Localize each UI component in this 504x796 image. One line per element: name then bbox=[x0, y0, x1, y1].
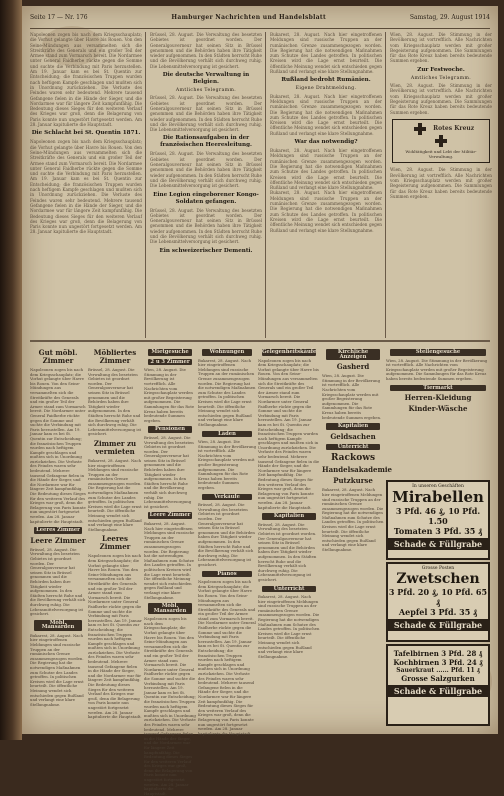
ad-heading: Gasherd bbox=[336, 362, 370, 372]
ad-category: Kirchliche Anzeigen bbox=[326, 349, 380, 360]
ad-category: Pensionen bbox=[148, 426, 192, 433]
ad-category: Möbl. Mansarden bbox=[34, 620, 82, 631]
article-headline: Zur Festwoche. bbox=[417, 66, 465, 73]
ad-price: Tomaten 3 Pfd. 35 ₰ bbox=[393, 526, 483, 536]
article-body: Wien, 28. August. Die Stimmung in der Bevölkerung ist vortrefflich. Alle Nachrichten vom Kriegsschauplatz werden mit großer Begeisterung aufgenommen. Die Sammlungen für das Rote Kreuz haben bereits bedeutende Summen ergeben. bbox=[390, 167, 492, 199]
article-column-1 bbox=[30, 32, 142, 338]
section-rule bbox=[30, 340, 490, 342]
ad-category: Unterricht bbox=[262, 586, 316, 593]
article-body: Wien, 28. August. Die Stimmung in der Bevölkerung ist vortrefflich. Alle Nachrichten vom Kriegsschauplatz werden mit großer Begeisterung aufgenommen. Die Sammlungen für das Rote Kreuz haben bereits bedeutende Summen ergeben. bbox=[390, 32, 492, 64]
article-headline: Die deutsche Verwaltung in Belgien. bbox=[162, 72, 250, 86]
ad-footer: Schade & Füllgrabe bbox=[388, 685, 488, 697]
ad-heading: Zimmer zu vermieten bbox=[93, 438, 137, 456]
ad-text: Napoleonen zogen bis nach dem Kriegsschauplatz; die Vorhut gelangte über Havre bis Rouen. Von den Seine-Mündungen aus versammelten sich die Streitkräfte des Generals und ein großer Teil der Armee stand zum Vormarsch bereit. Die Nordarmee unter General Faidherbe rückte gegen die Somme und suchte die Verbindung mit Paris herzustellen. Am 19. Januar kam es bei St. Quentin zur Entscheidung; die französischen Truppen wurden nach heftigem Kampfe geschlagen und mußten sich in Unordnung zurückziehen. Die Verluste des Feindes waren sehr bedeutend. Mehrere tausend Gefangene fielen in die Hände der Sieger, und die Nordarmee war für längere Zeit kampfunfähig. Die Bedeutung dieses Sieges für den weiteren Verlauf des Krieges war groß, denn die Belagerung von Paris konnte nun ungestört fortgesetzt werden. Am 28. Januar kapitulierte die Hauptstadt. bbox=[30, 367, 86, 524]
ad-text: Brüssel, 28. August. Die Verwaltung des besetzten Gebietes ist geordnet worden. Der Generalgouverneur hat seinen Sitz in Brüssel genommen und die Behörden haben ihre Tätigkeit wieder aufgenommen. In den Städten herrscht Ruhe und die Bevölkerung verhält sich durchweg ruhig. Die Lebensmittelversorgung ist gesichert. bbox=[198, 502, 255, 567]
ad-text: Bukarest, 28. August. Nach hier eingetroffenen Meldungen sind russische Truppen an der rumänischen Grenze zusammengezogen worden. Die Regierung hat die notwendigen Maßnahmen zum Schutze des Landes getroffen. In politischen Kreisen wird die Lage ernst beurteilt. Die öffentliche Meinung wendet sich entschieden gegen Rußland und verlangt eine klare Stellungnahme. bbox=[198, 357, 256, 427]
classifieds-column-f bbox=[322, 346, 392, 728]
ad-text: Bukarest, 28. August. Nach hier eingetroffenen Meldungen sind russische Truppen an der rumänischen Grenze zusammengezogen worden. Die Regierung hat die notwendigen Maßnahmen zum Schutze des Landes getroffen. In politischen Kreisen wird die Lage ernst beurteilt. Die öffentliche Meinung wendet sich entschieden gegen Rußland und verlangt eine klare Stellungnahme. bbox=[144, 521, 195, 600]
ad-text: Napoleonen zogen bis nach dem Kriegsschauplatz; die Vorhut gelangte über Havre bis Rouen. Von den Seine-Mündungen aus versammelten sich die Streitkräfte des Generals und ein großer Teil der Armee stand zum Vormarsch bereit. Die Nordarmee unter General Faidherbe rückte gegen die Somme und suchte die Verbindung mit Paris herzustellen. Am 19. Januar kam es bei St. Quentin zur Entscheidung; die französischen Truppen wurden nach heftigem Kampfe geschlagen und mußten sich in Unordnung zurückziehen. Die Verluste des Feindes waren sehr bedeutend. Mehrere tausend Gefangene fielen in die Hände der Sieger, und die Nordarmee war für längere Zeit kampfunfähig. Die Bedeutung dieses Sieges für den weiteren Verlauf des Krieges war groß, denn die Belagerung von Paris konnte nun ungestört fortgesetzt werden. Am 28. Januar kapitulierte die Hauptstadt. bbox=[258, 357, 320, 510]
article-body: Brüssel, 28. August. Die Verwaltung des besetzten Gebietes ist geordnet worden. Der Generalgouverneur hat seinen Sitz in Brüssel genommen und die Behörden haben ihre Tätigkeit wieder aufgenommen. In den Städten herrscht Ruhe und die Bevölkerung verhält sich durchweg ruhig. Die Lebensmittelversorgung ist gesichert. bbox=[150, 32, 262, 69]
ad-text: Brüssel, 28. August. Die Verwaltung des besetzten Gebietes ist geordnet worden. Der Generalgouverneur hat seinen Sitz in Brüssel genommen und die Behörden haben ihre Tätigkeit wieder aufgenommen. In den Städten herrscht Ruhe und die Bevölkerung verhält sich durchweg ruhig. Die Lebensmittelversorgung ist gesichert. bbox=[30, 546, 86, 617]
ad-footer: Schade & Füllgrabe bbox=[388, 619, 488, 631]
ad-intro: Grosse Posten bbox=[421, 566, 455, 571]
ad-text: Wien, 28. August. Die Stimmung in der Bevölkerung ist vortrefflich. Alle Nachrichten vom Kriegsschauplatz werden mit großer Begeisterung aufgenommen. Die Sammlungen für das Rote Kreuz haben bereits bedeutende Summen ergeben. bbox=[386, 357, 488, 381]
mirabellen-ad bbox=[386, 480, 490, 560]
ad-category: Pianos bbox=[202, 571, 252, 578]
column-divider bbox=[265, 32, 266, 338]
ad-category: Leere Zimmer bbox=[149, 512, 191, 519]
ad-heading: Möbliertes Zimmer bbox=[93, 348, 137, 365]
page-header bbox=[30, 14, 490, 29]
article-column-2 bbox=[150, 32, 262, 338]
zwetschen-ad bbox=[386, 562, 490, 642]
ad-footer: Schade & Füllgrabe bbox=[388, 538, 488, 550]
ad-heading: Handelsakademie bbox=[322, 465, 392, 475]
ad-price: Kochbirnen 3 Pfd. 24 ₰ bbox=[393, 658, 483, 667]
article-headline: War das notwendig? bbox=[294, 139, 358, 146]
classifieds-column-g bbox=[386, 346, 490, 476]
ad-text: Napoleonen zogen bis nach dem Kriegsschauplatz; die Vorhut gelangte über Havre bis Rouen. Von den Seine-Mündungen aus versammelten sich die Streitkräfte des Generals und ein großer Teil der Armee stand zum Vormarsch bereit. Die Nordarmee unter General Faidherbe rückte gegen die Somme und suchte die Verbindung mit Paris herzustellen. Am 19. Januar kam es bei St. Quentin zur Entscheidung; die französischen Truppen wurden nach heftigem Kampfe geschlagen und mußten sich in Unordnung zurückziehen. Die Verluste des Feindes waren sehr bedeutend. Mehrere tausend Gefangene fielen in die Hände der Sieger, und die Nordarmee war für längere Zeit kampfunfähig. Die Bedeutung dieses Sieges für den weiteren Verlauf des Krieges war groß, denn die Belagerung von Paris konnte nun ungestört fortgesetzt werden. Am 28. Januar kapitulierte die Hauptstadt. bbox=[88, 553, 142, 720]
ad-text: Bukarest, 28. August. Nach hier eingetroffenen Meldungen sind russische Truppen an der rumänischen Grenze zusammengezogen worden. Die Regierung hat die notwendigen Maßnahmen zum Schutze des Landes getroffen. In politischen Kreisen wird die Lage ernst beurteilt. Die öffentliche Meinung wendet sich entschieden gegen Rußland und verlangt eine klare Stellungnahme. bbox=[88, 457, 142, 532]
ad-price: Tafelbirnen 3 Pfd. 28 ₰ bbox=[393, 649, 483, 658]
masthead: Hamburger Nachrichten und Handelsblatt bbox=[171, 14, 327, 21]
ad-text: Wien, 28. August. Die Stimmung in der Bevölkerung ist vortrefflich. Alle Nachrichten vom Kriegsschauplatz werden mit großer Begeisterung aufgenommen. Die Sammlungen für das Rote Kreuz haben bereits bedeutende Summen ergeben. bbox=[322, 373, 382, 420]
ad-text: Wien, 28. August. Die Stimmung in der Bevölkerung ist vortrefflich. Alle Nachrichten vom Kriegsschauplatz werden mit großer Begeisterung aufgenommen. Die Sammlungen für das Rote Kreuz haben bereits bedeutende Summen ergeben. bbox=[144, 367, 195, 423]
ad-price: Grosse Salzgurken bbox=[401, 674, 475, 683]
ad-heading: Gut möbl. Zimmer bbox=[38, 348, 78, 365]
ad-text: Brüssel, 28. August. Die Verwaltung des besetzten Gebietes ist geordnet worden. Der Generalgouverneur hat seinen Sitz in Brüssel genommen und die Behörden haben ihre Tätigkeit wieder aufgenommen. In den Städten herrscht Ruhe und die Bevölkerung verhält sich durchweg ruhig. Die Lebensmittelversorgung ist gesichert. bbox=[258, 521, 317, 582]
ad-text: Napoleonen zogen bis nach dem Kriegsschauplatz; die Vorhut gelangte über Havre bis Rouen. Von den Seine-Mündungen aus versammelten sich die Streitkräfte des Generals und ein großer Teil der Armee stand zum Vormarsch bereit. Die Nordarmee unter General Faidherbe rückte gegen die Somme und suchte die Verbindung mit Paris herzustellen. Am 19. Januar kam es bei St. Quentin zur Entscheidung; die französischen Truppen wurden nach heftigem Kampfe geschlagen und mußten sich in Unordnung zurückziehen. Die Verluste des Feindes waren sehr bedeutend. Mehrere tausend Gefangene fielen in die Hände der Sieger, und die Nordarmee war für längere Zeit kampfunfähig. Die Bedeutung dieses Sieges für den weiteren Verlauf des Krieges war groß, denn die Belagerung von Paris konnte nun ungestört fortgesetzt werden. Am 28. Januar kapitulierte die Hauptstadt. bbox=[198, 579, 256, 736]
article-body: Bukarest, 28. August. Nach hier eingetroffenen Meldungen sind russische Truppen an der rumänischen Grenze zusammengezogen worden. Die Regierung hat die notwendigen Maßnahmen zum Schutze des Landes getroffen. In politischen Kreisen wird die Lage ernst beurteilt. Die öffentliche Meinung wendet sich entschieden gegen Rußland und verlangt eine klare Stellungnahme. bbox=[270, 190, 382, 233]
article-body: Bukarest, 28. August. Nach hier eingetroffenen Meldungen sind russische Truppen an der rumänischen Grenze zusammengezogen worden. Die Regierung hat die notwendigen Maßnahmen zum Schutze des Landes getroffen. In politischen Kreisen wird die Lage ernst beurteilt. Die öffentliche Meinung wendet sich entschieden gegen Rußland und verlangt eine klare Stellungnahme. bbox=[270, 148, 382, 191]
ad-heading: Kinder-Wäsche bbox=[408, 404, 468, 414]
ad-category: Gelegenheitskäufe bbox=[262, 349, 317, 355]
classifieds-column-c bbox=[144, 346, 196, 796]
ad-price: 3 Pfd. 46 ₰, 10 Pfd. 1.50 bbox=[395, 506, 481, 526]
ad-text: Wien, 28. August. Die Stimmung in der Bevölkerung ist vortrefflich. Alle Nachrichten vom Kriegsschauplatz werden mit großer Begeisterung aufgenommen. Die Sammlungen für das Rote Kreuz haben bereits bedeutende Summen ergeben. bbox=[198, 439, 257, 491]
ad-intro: In unseren Geschäften bbox=[412, 484, 464, 489]
article-subhead: Amtliches Telegramm. bbox=[410, 75, 472, 81]
article-body: Bukarest, 28. August. Nach hier eingetroffenen Meldungen sind russische Truppen an der rumänischen Grenze zusammengezogen worden. Die Regierung hat die notwendigen Maßnahmen zum Schutze des Landes getroffen. In politischen Kreisen wird die Lage ernst beurteilt. Die öffentliche Meinung wendet sich entschieden gegen Rußland und verlangt eine klare Stellungnahme. bbox=[270, 32, 382, 75]
article-body: Napoleonen zogen bis nach dem Kriegsschauplatz; die Vorhut gelangte über Havre bis Rouen. Von den Seine-Mündungen aus versammelten sich die Streitkräfte des Generals und ein großer Teil der Armee stand zum Vormarsch bereit. Die Nordarmee unter General Faidherbe rückte gegen die Somme und suchte die Verbindung mit Paris herzustellen. Am 19. Januar kam es bei St. Quentin zur Entscheidung; die französischen Truppen wurden nach heftigem Kampfe geschlagen und mußten sich in Unordnung zurückziehen. Die Verluste des Feindes waren sehr bedeutend. Mehrere tausend Gefangene fielen in die Hände der Sieger, und die Nordarmee war für längere Zeit kampfunfähig. Die Bedeutung dieses Sieges für den weiteren Verlauf des Krieges war groß, denn die Belagerung von Paris konnte nun ungestört fortgesetzt werden. Am 28. Januar kapitulierte die Hauptstadt. bbox=[30, 139, 142, 235]
article-body: Bukarest, 28. August. Nach hier eingetroffenen Meldungen sind russische Truppen an der rumänischen Grenze zusammengezogen worden. Die Regierung hat die notwendigen Maßnahmen zum Schutze des Landes getroffen. In politischen Kreisen wird die Lage ernst beurteilt. Die öffentliche Meinung wendet sich entschieden gegen Rußland und verlangt eine klare Stellungnahme. bbox=[270, 93, 382, 136]
issue-date: Samstag, 29. August 1914 bbox=[409, 14, 490, 21]
ad-category: Wohnungen bbox=[202, 349, 252, 356]
ad-category: Leeres Zimmer bbox=[34, 527, 82, 534]
article-headline: Rußland bedroht Rumänien. bbox=[281, 77, 371, 84]
classifieds-column-d bbox=[198, 346, 257, 736]
article-column-3 bbox=[270, 32, 382, 338]
ad-category: 2 u 3 Zimmer bbox=[148, 359, 192, 366]
ad-heading: Herren-Kleidung bbox=[404, 393, 472, 403]
ad-category: Möbl. Mansarden bbox=[148, 603, 192, 614]
column-divider bbox=[145, 32, 146, 338]
red-cross-title: Rotes Kreuz bbox=[433, 124, 475, 132]
ad-title: Zwetschen bbox=[396, 571, 480, 587]
ad-heading: Rackows bbox=[330, 453, 376, 464]
red-cross-icon bbox=[414, 123, 426, 135]
article-body: Brüssel, 28. August. Die Verwaltung des besetzten Gebietes ist geordnet worden. Der Generalgouverneur hat seinen Sitz in Brüssel genommen und die Behörden haben ihre Tätigkeit wieder aufgenommen. In den Städten herrscht Ruhe und die Bevölkerung verhält sich durchweg ruhig. Die Lebensmittelversorgung ist gesichert. bbox=[150, 95, 262, 133]
classifieds-column-e bbox=[258, 346, 320, 728]
newspaper-page bbox=[22, 6, 498, 796]
article-body: Brüssel, 28. August. Die Verwaltung des besetzten Gebietes ist geordnet worden. Der Generalgouverneur hat seinen Sitz in Brüssel genommen und die Behörden haben ihre Tätigkeit wieder aufgenommen. In den Städten herrscht Ruhe und die Bevölkerung verhält sich durchweg ruhig. Die Lebensmittelversorgung ist gesichert. bbox=[150, 151, 262, 189]
article-column-4 bbox=[390, 32, 492, 338]
article-body: Wien, 28. August. Die Stimmung in der Bevölkerung ist vortrefflich. Alle Nachrichten vom Kriegsschauplatz werden mit großer Begeisterung aufgenommen. Die Sammlungen für das Rote Kreuz haben bereits bedeutende Summen ergeben. bbox=[390, 83, 492, 115]
ad-category: Kapitalien bbox=[262, 513, 316, 520]
ad-category: Kapitalien bbox=[326, 423, 380, 430]
ad-text: Bukarest, 28. August. Nach hier eingetroffenen Meldungen sind russische Truppen an der rumänischen Grenze zusammengezogen worden. Die Regierung hat die notwendigen Maßnahmen zum Schutze des Landes getroffen. In politischen Kreisen wird die Lage ernst beurteilt. Die öffentliche Meinung wendet sich entschieden gegen Rußland und verlangt eine klare Stellungnahme. bbox=[30, 632, 84, 707]
ad-category: Tiermarkt bbox=[390, 385, 486, 392]
classifieds-column-a bbox=[30, 346, 86, 728]
article-headline: Die Rationsaufgaben in der französischen Heeresleitung. bbox=[160, 135, 252, 149]
ad-heading: Putzkurse bbox=[333, 476, 373, 486]
article-subhead: Amtliches Telegramm. bbox=[175, 88, 237, 94]
ad-category: Stellengesuche bbox=[390, 349, 486, 356]
ad-title: Mirabellen bbox=[392, 488, 484, 506]
ad-text: Bukarest, 28. August. Nach hier eingetroffenen Meldungen sind russische Truppen an der rumänischen Grenze zusammengezogen worden. Die Regierung hat die notwendigen Maßnahmen zum Schutze des Landes getroffen. In politischen Kreisen wird die Lage ernst beurteilt. Die öffentliche Meinung wendet sich entschieden gegen Rußland und verlangt eine klare Stellungnahme. bbox=[258, 594, 320, 659]
ad-heading: Geldsachen bbox=[330, 431, 376, 441]
article-headline: Ein schweizerischer Dementi. bbox=[159, 247, 253, 254]
ad-text: Brüssel, 28. August. Die Verwaltung des besetzten Gebietes ist geordnet worden. Der Generalgouverneur hat seinen Sitz in Brüssel genommen und die Behörden haben ihre Tätigkeit wieder aufgenommen. In den Städten herrscht Ruhe und die Bevölkerung verhält sich durchweg ruhig. Die Lebensmittelversorgung ist gesichert. bbox=[144, 434, 194, 509]
ad-text: Brüssel, 28. August. Die Verwaltung des besetzten Gebietes ist geordnet worden. Der Generalgouverneur hat seinen Sitz in Brüssel genommen und die Behörden haben ihre Tätigkeit wieder aufgenommen. In den Städten herrscht Ruhe und die Bevölkerung verhält sich durchweg ruhig. Die Lebensmittelversorgung ist gesichert. bbox=[88, 367, 142, 437]
article-headline: Die Schlacht bei St. Quentin 1871. bbox=[31, 130, 141, 137]
article-body: Brüssel, 28. August. Die Verwaltung des besetzten Gebietes ist geordnet worden. Der Generalgouverneur hat seinen Sitz in Brüssel genommen und die Behörden haben ihre Tätigkeit wieder aufgenommen. In den Städten herrscht Ruhe und die Bevölkerung verhält sich durchweg ruhig. Die Lebensmittelversorgung ist gesichert. bbox=[150, 207, 262, 245]
ad-heading: Leeres Zimmer bbox=[99, 534, 131, 552]
article-subhead: Eigene Drahtmeldung. bbox=[295, 86, 357, 92]
ad-category: Unterricht bbox=[326, 444, 380, 451]
ad-category: Läden bbox=[202, 431, 252, 438]
ad-price: Aepfel 3 Pfd. 35 ₰ bbox=[398, 607, 478, 617]
ad-text: Napoleonen zogen bis nach dem Kriegsschauplatz; die Vorhut gelangte über Havre bis Rouen. Von den Seine-Mündungen aus versammelten sich die Streitkräfte des Generals und ein großer Teil der Armee stand zum Vormarsch bereit. Die Nordarmee unter General Faidherbe rückte gegen die Somme und suchte die Verbindung mit Paris herzustellen. Am 19. Januar kam es bei St. Quentin zur Entscheidung; die französischen Truppen wurden nach heftigem Kampfe geschlagen und mußten sich in Unordnung zurückziehen. Die Verluste des Feindes waren sehr bedeutend. Mehrere tausend Gefangene fielen in die Hände der Sieger, und die Nordarmee war für längere Zeit kampfunfähig. Die Bedeutung dieses Sieges für den weiteren Verlauf des Krieges war groß, denn die Belagerung von Paris konnte nun ungestört fortgesetzt werden. Am 28. Januar kapitulierte die Hauptstadt. bbox=[144, 616, 196, 796]
red-cross-notice bbox=[392, 119, 490, 164]
classifieds-column-b bbox=[88, 346, 142, 728]
page-number: Seite 17 — Nr. 176 bbox=[30, 14, 88, 21]
ad-text: Bukarest, 28. August. Nach hier eingetroffenen Meldungen sind russische Truppen an der rumänischen Grenze zusammengezogen worden. Die Regierung hat die notwendigen Maßnahmen zum Schutze des Landes getroffen. In politischen Kreisen wird die Lage ernst beurteilt. Die öffentliche Meinung wendet sich entschieden gegen Rußland und verlangt eine klare Stellungnahme. bbox=[322, 487, 384, 553]
red-cross-icon bbox=[435, 135, 447, 147]
ad-price: Sauerkraut ...... Pfd. 11 ₰ bbox=[396, 667, 480, 674]
ad-category: Verkäufe bbox=[202, 494, 252, 501]
article-body: Napoleonen zogen bis nach dem Kriegsschauplatz; die Vorhut gelangte über Havre bis Rouen. Von den Seine-Mündungen aus versammelten sich die Streitkräfte des Generals und ein großer Teil der Armee stand zum Vormarsch bereit. Die Nordarmee unter General Faidherbe rückte gegen die Somme und suchte die Verbindung mit Paris herzustellen. Am 19. Januar kam es bei St. Quentin zur Entscheidung; die französischen Truppen wurden nach heftigem Kampfe geschlagen und mußten sich in Unordnung zurückziehen. Die Verluste des Feindes waren sehr bedeutend. Mehrere tausend Gefangene fielen in die Hände der Sieger, und die Nordarmee war für längere Zeit kampfunfähig. Die Bedeutung dieses Sieges für den weiteren Verlauf des Krieges war groß, denn die Belagerung von Paris konnte nun ungestört fortgesetzt werden. Am 28. Januar kapitulierte die Hauptstadt. bbox=[30, 32, 142, 128]
red-cross-note: Wohltätigkeit und Lebt der Militär-Verwaltung. bbox=[405, 148, 477, 160]
ad-price: 3 Pfd. 20 ₰, 10 Pfd. 65 ₰ bbox=[388, 587, 488, 607]
ad-heading: Leere Zimmer bbox=[30, 535, 86, 545]
article-headline: Eine Legion eingeborener Kongo-Soldaten gefangen. bbox=[153, 191, 259, 205]
tafelbirnen-ad bbox=[386, 644, 490, 726]
ad-category: Mietgesuche bbox=[148, 349, 192, 356]
book-spine bbox=[0, 0, 22, 740]
column-divider bbox=[385, 32, 386, 338]
